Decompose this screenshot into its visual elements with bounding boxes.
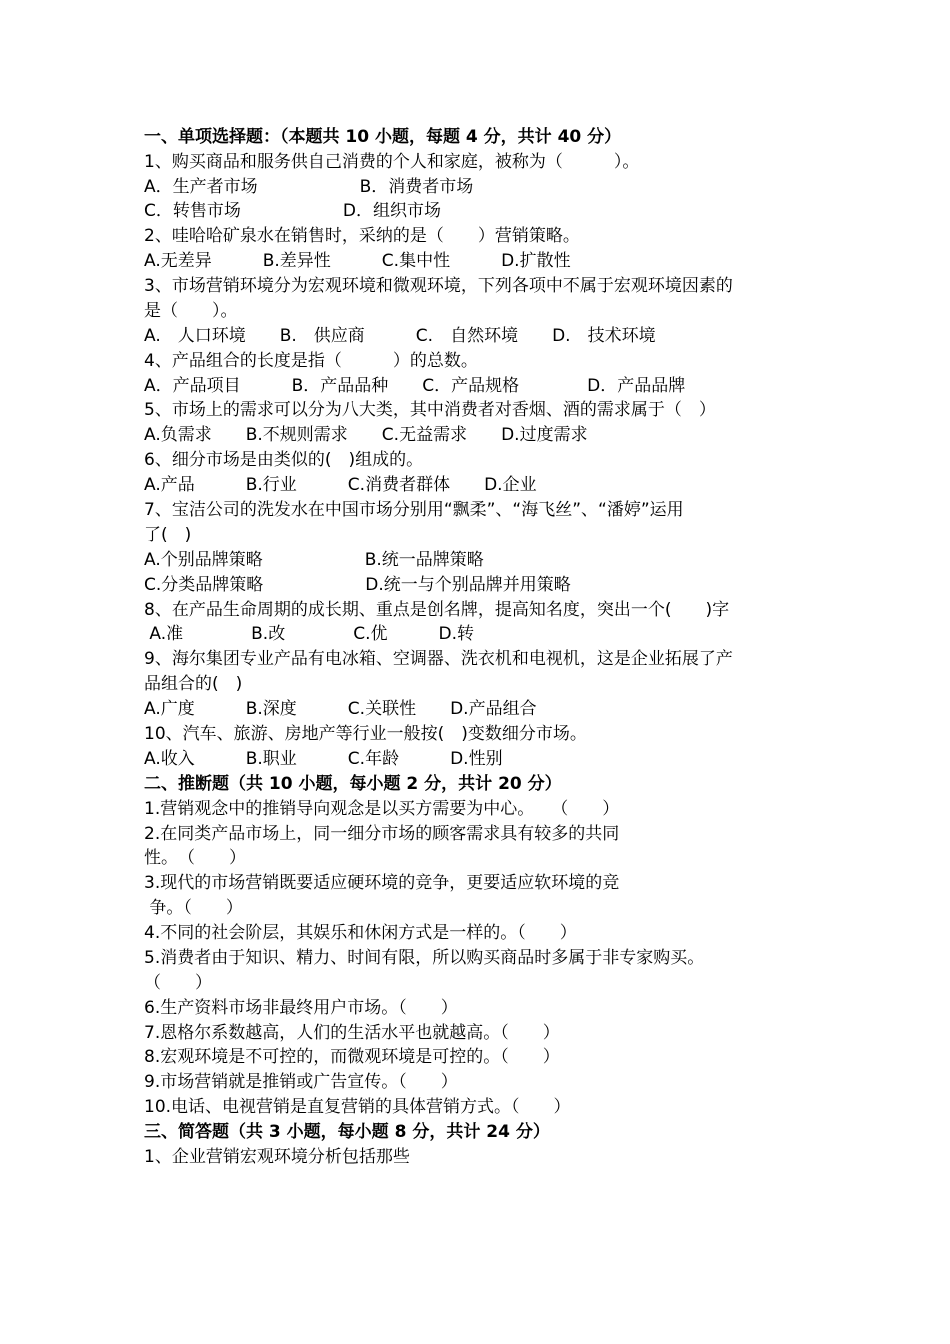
question-1: 1、购买商品和服务供自己消费的个人和家庭，被称为（ ）。	[144, 152, 640, 172]
question-8-options: A.准 B.改 C.优 D.转	[144, 624, 474, 644]
question-6: 6、细分市场是由类似的( )组成的。	[144, 450, 424, 470]
judgment-4: 4.不同的社会阶层，其娱乐和休闲方式是一样的。（ ）	[144, 923, 577, 943]
question-5-options: A.负需求 B.不规则需求 C.无益需求 D.过度需求	[144, 425, 588, 445]
question-9: 9、海尔集团专业产品有电冰箱、空调器、洗衣机和电视机，这是企业拓展了产	[144, 649, 733, 669]
judgment-2-cont: 性。 （ ）	[144, 848, 246, 868]
judgment-8: 8.宏观环境是不可控的，而微观环境是可控的。（ ）	[144, 1047, 560, 1067]
judgment-1: 1.营销观念中的推销导向观念是以买方需要为中心。 （ ）	[144, 799, 620, 819]
question-10-options: A.收入 B.职业 C.年龄 D.性别	[144, 749, 503, 769]
question-7: 7、宝洁公司的洗发水在中国市场分别用“飘柔”、“海飞丝”、“潘婷”运用	[144, 500, 684, 520]
question-4: 4、产品组合的长度是指（ ）的总数。	[144, 351, 478, 371]
question-8: 8、在产品生命周期的成长期、重点是创名牌，提高知名度，突出一个( )字	[144, 600, 730, 620]
question-3-options: A. 人口环境 B. 供应商 C. 自然环境 D. 技术环境	[144, 326, 656, 346]
question-1-options-cd: C．转售市场 D．组织市场	[144, 201, 441, 221]
question-1-options-ab: A．生产者市场 B．消费者市场	[144, 177, 474, 197]
judgment-3: 3.现代的市场营销既要适应硬环境的竞争，更要适应软环境的竞	[144, 873, 620, 893]
question-7-options-ab: A.个别品牌策略 B.统一品牌策略	[144, 550, 484, 570]
judgment-5-cont: （ ）	[144, 973, 212, 993]
question-10: 10、汽车、旅游、房地产等行业一般按( )变数细分市场。	[144, 724, 587, 744]
question-2-options: A.无差异 B.差异性 C.集中性 D.扩散性	[144, 251, 571, 271]
short-answer-1: 1、企业营销宏观环境分析包括那些	[144, 1147, 410, 1167]
judgment-5: 5.消费者由于知识、精力、时间有限，所以购买商品时多属于非专家购买。	[144, 948, 705, 968]
question-3: 3、市场营销环境分为宏观环境和微观环境，下列各项中不属于宏观环境因素的	[144, 276, 733, 296]
question-9-cont: 品组合的( )	[144, 674, 243, 694]
judgment-9: 9.市场营销就是推销或广告宣传。（ ）	[144, 1072, 458, 1092]
question-5: 5、市场上的需求可以分为八大类，其中消费者对香烟、酒的需求属于（ ）	[144, 400, 716, 420]
judgment-2: 2.在同类产品市场上，同一细分市场的顾客需求具有较多的共同	[144, 824, 620, 844]
judgment-10: 10.电话、电视营销是直复营销的具体营销方式。（ ）	[144, 1097, 571, 1117]
question-2: 2、哇哈哈矿泉水在销售时，采纳的是（ ）营销策略。	[144, 226, 580, 246]
judgment-6: 6.生产资料市场非最终用户市场。（ ）	[144, 998, 458, 1018]
question-7-cont: 了( )	[144, 525, 192, 545]
question-3-cont: 是（ ）。	[144, 301, 238, 321]
section-1-heading: 一、单项选择题：（本题共 10 小题，每题 4 分，共计 40 分）	[144, 127, 622, 147]
question-4-options: A．产品项目 B．产品品种 C．产品规格 D．产品品牌	[144, 376, 686, 396]
question-6-options: A.产品 B.行业 C.消费者群体 D.企业	[144, 475, 537, 495]
judgment-7: 7.恩格尔系数越高，人们的生活水平也就越高。（ ）	[144, 1023, 560, 1043]
section-3-heading: 三、简答题（共 3 小题，每小题 8 分，共计 24 分）	[144, 1122, 550, 1142]
question-7-options-cd: C.分类品牌策略 D.统一与个别品牌并用策略	[144, 575, 571, 595]
judgment-3-cont: 争。（ ）	[144, 898, 243, 918]
section-2-heading: 二、推断题（共 10 小题，每小题 2 分，共计 20 分）	[144, 774, 562, 794]
question-9-options: A.广度 B.深度 C.关联性 D.产品组合	[144, 699, 537, 719]
